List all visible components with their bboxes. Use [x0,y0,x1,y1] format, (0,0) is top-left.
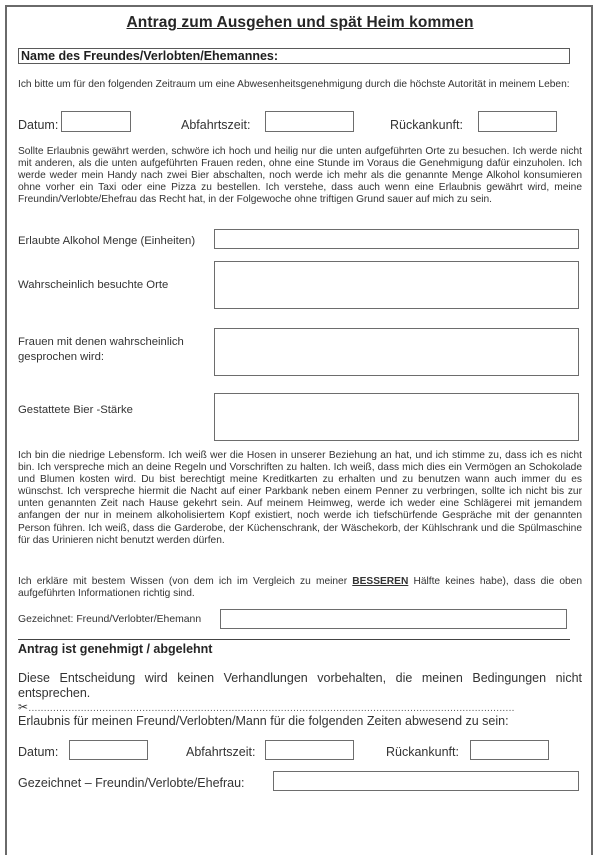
return-label: Rückankunft: [390,118,463,132]
decision-text: Diese Entscheidung wird keinen Verhandlungen vorbehalten, die meinen Bedingungen nicht entsprechen. [18,671,582,700]
approval-heading: Antrag ist genehmigt / abgelehnt [18,642,213,656]
divider [18,639,570,640]
declaration-emphasis: BESSEREN [352,576,409,587]
women-label: Frauen mit denen wahrscheinlich gesprochen wird: [18,336,184,363]
signature-her-label: Gezeichnet – Freundin/Verlobte/Ehefrau: [18,776,245,790]
confession-text: Ich bin die niedrige Lebensform. Ich weiß wer die Hosen in unserer Beziehung an hat, und ich stimme zu, dass ich es nicht bin. Ich verspreche mich an deine Regeln und Vorschriften zu halten. Ich weiß, dass mich dies ein Vermögen an Schokolade und Blumen kosten wird. Du bist berechtigt meine Kreditkarten zu erhalten und zu benutzen wann auch immer du es wünschst. Ich verspreche hiermit die Nacht auf einer Parkbank neben einem Penner zu verbringen, sollte ich nicht bis zur unten genannten Zeit nach Hause gekehrt sein. Auf meinem Heimweg, werde ich weder eine Schlägerei mit jemandem anfangen der nur in meinem alkoholisiertem Kopf existiert, noch werde ich tiefschürfende Gespräche mit der genannten Person führen. Ich weiß, dass die Garderobe, der Küchenschrank, der Wäschekorb, der Kühlschrank und die Spülmaschine für das Urinieren nicht benutzt werden dürfen. [18,450,582,546]
signature-him-input[interactable] [220,609,567,629]
approval-return-input[interactable] [470,740,549,760]
date-label: Datum: [18,118,59,132]
departure-time-input[interactable] [265,111,354,132]
approval-departure-label: Abfahrtszeit: [186,745,256,759]
date-input[interactable] [61,111,131,132]
women-input[interactable] [214,328,579,376]
cut-dots: .............................................................................................................................................................. [28,703,515,714]
places-label: Wahrscheinlich besuchte Orte [18,279,169,291]
beer-strength-label: Gestattete Bier -Stärke [18,404,133,416]
approval-date-input[interactable] [69,740,148,760]
oath-text: Sollte Erlaubnis gewährt werden, schwöre ich hoch und heilig nur die unten aufgeführten Orte zu besuchen. Ich werde nicht mit anderen, als die unten aufgeführten Frauen reden, ohne eine Stunde im Voraus die Genehmigung dafür einzuholen. Ich werde weder mein Handy nach zwei Bier abschalten, noch werde ich mehr als die genannte Menge Alkohol konsumieren ohne vorher ein Taxi oder eine Pizza zu bestellen. Ich verstehe, dass auch wenn eine Erlaubnis gewährt wird, meine Freundin/Verlobte/Ehefrau das Recht hat, in der Folgewoche ohne triftigen Grund sauer auf mich zu sein. [18,146,582,206]
departure-label: Abfahrtszeit: [181,118,251,132]
permission-text: Erlaubnis für meinen Freund/Verlobten/Mann für die folgenden Zeiten abwesend zu sein: [18,714,509,728]
name-field-label: Name des Freundes/Verlobten/Ehemannes: [21,49,279,63]
approval-return-label: Rückankunft: [386,745,459,759]
alcohol-amount-input[interactable] [214,229,579,249]
return-time-input[interactable] [478,111,557,132]
beer-strength-input[interactable] [214,393,579,441]
declaration-after: Hälfte keines habe), dass die oben aufgeführten Informationen richtig sind. [18,576,582,600]
signature-her-input[interactable] [273,771,579,791]
alcohol-amount-label: Erlaubte Alkohol Menge (Einheiten) [18,235,196,247]
approval-departure-input[interactable] [265,740,354,760]
places-input[interactable] [214,261,579,309]
signature-him-label: Gezeichnet: Freund/Verlobter/Ehemann [18,614,202,625]
declaration-before: Ich erkläre mit bestem Wissen (von dem ich im Vergleich zu meiner [18,576,353,587]
approval-date-label: Datum: [18,745,59,759]
intro-text: Ich bitte um für den folgenden Zeitraum um eine Abwesenheitsgenehmigung durch die höchste Autorität in meinem Leben: [18,79,570,90]
name-field[interactable] [18,48,570,64]
cut-line [18,700,573,714]
page-title: Antrag zum Ausgehen und spät Heim kommen [126,14,474,31]
declaration-text [18,576,582,600]
scissors-icon: ✂ [18,700,29,714]
